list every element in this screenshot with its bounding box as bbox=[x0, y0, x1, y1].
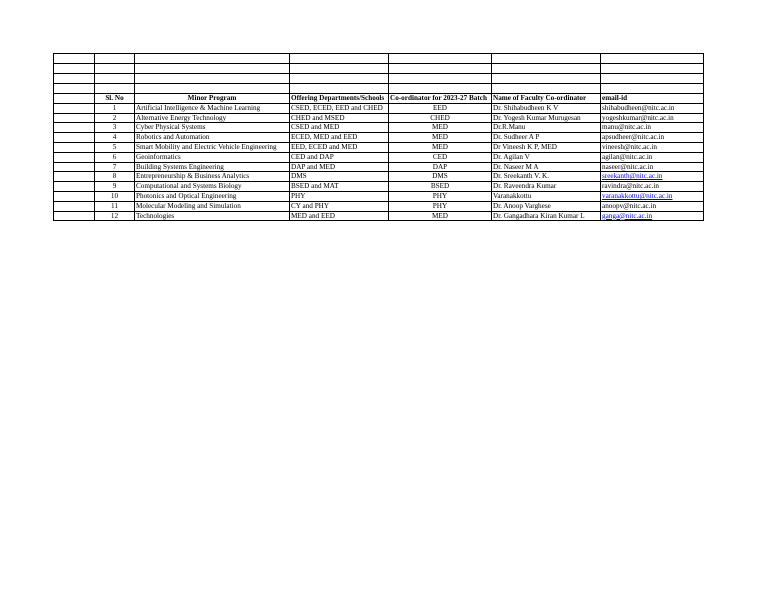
empty-cell[interactable] bbox=[290, 74, 389, 84]
empty-cell[interactable] bbox=[389, 84, 492, 94]
blank-row bbox=[54, 64, 704, 74]
cell-offering-departments[interactable]: CSED, ECED, EED and CHED bbox=[290, 103, 389, 113]
cell-coordinator-batch[interactable]: MED bbox=[389, 142, 492, 152]
cell-sl-no[interactable]: 1 bbox=[95, 103, 135, 113]
empty-cell[interactable] bbox=[389, 64, 492, 74]
cell-coordinator-batch[interactable]: MED bbox=[389, 133, 492, 143]
cell-offering-departments[interactable]: DMS bbox=[290, 172, 389, 182]
cell-offering-departments[interactable]: CED and DAP bbox=[290, 152, 389, 162]
table-row bbox=[54, 123, 704, 133]
empty-cell[interactable] bbox=[54, 172, 95, 182]
email-link[interactable]: ganga@nitc.ac.in bbox=[602, 211, 653, 220]
empty-cell[interactable] bbox=[135, 64, 290, 74]
cell-minor-program[interactable]: Entrepreneurship & Business Analytics bbox=[135, 172, 290, 182]
empty-cell[interactable] bbox=[135, 54, 290, 64]
empty-cell[interactable] bbox=[54, 152, 95, 162]
table-row bbox=[54, 162, 704, 172]
cell-email[interactable]: ravindra@nitc.ac.in bbox=[601, 182, 704, 192]
empty-cell[interactable] bbox=[492, 64, 601, 74]
cell-faculty-coordinator[interactable]: Dr.R.Manu bbox=[492, 123, 601, 133]
empty-cell[interactable] bbox=[54, 103, 95, 113]
cell-offering-departments[interactable]: BSED and MAT bbox=[290, 182, 389, 192]
table-row bbox=[54, 103, 704, 113]
cell-sl-no[interactable]: 6 bbox=[95, 152, 135, 162]
cell-minor-program[interactable]: Smart Mobility and Electric Vehicle Engineering bbox=[135, 142, 290, 152]
cell-sl-no[interactable]: 7 bbox=[95, 162, 135, 172]
cell-sl-no[interactable]: 11 bbox=[95, 201, 135, 211]
cell-offering-departments[interactable]: PHY bbox=[290, 191, 389, 201]
empty-cell[interactable] bbox=[601, 54, 704, 64]
empty-cell[interactable] bbox=[290, 64, 389, 74]
table-row bbox=[54, 172, 704, 182]
empty-cell[interactable] bbox=[54, 94, 95, 104]
header-offering-departments[interactable]: Offering Departments/Schools bbox=[290, 94, 389, 104]
table-row bbox=[54, 142, 704, 152]
spreadsheet-table bbox=[53, 53, 704, 221]
cell-offering-departments[interactable]: EED, ECED and MED bbox=[290, 142, 389, 152]
cell-email[interactable]: anoopv@nitc.ac.in bbox=[601, 201, 704, 211]
empty-cell[interactable] bbox=[601, 64, 704, 74]
cell-faculty-coordinator[interactable]: Dr. Anoop Varghese bbox=[492, 201, 601, 211]
header-email[interactable]: email-id bbox=[601, 94, 704, 104]
cell-sl-no[interactable]: 10 bbox=[95, 191, 135, 201]
empty-cell[interactable] bbox=[54, 54, 95, 64]
cell-offering-departments[interactable]: MED and EED bbox=[290, 211, 389, 221]
cell-minor-program[interactable]: Technologies bbox=[135, 211, 290, 221]
empty-cell[interactable] bbox=[54, 84, 95, 94]
cell-coordinator-batch[interactable]: DAP bbox=[389, 162, 492, 172]
empty-cell[interactable] bbox=[54, 211, 95, 221]
email-link[interactable]: sreekanth@nitc.ac.in bbox=[602, 172, 663, 181]
header-sl-no[interactable]: Sl. No bbox=[95, 94, 135, 104]
cell-offering-departments[interactable]: DAP and MED bbox=[290, 162, 389, 172]
empty-cell[interactable] bbox=[54, 74, 95, 84]
cell-offering-departments[interactable]: CSED and MED bbox=[290, 123, 389, 133]
cell-minor-program[interactable]: Building Systems Engineering bbox=[135, 162, 290, 172]
table-row bbox=[54, 133, 704, 143]
empty-cell[interactable] bbox=[95, 64, 135, 74]
empty-cell[interactable] bbox=[492, 74, 601, 84]
header-faculty-coordinator[interactable]: Name of Faculty Co-ordinator bbox=[492, 94, 601, 104]
cell-email[interactable]: manu@nitc.ac.in bbox=[601, 123, 704, 133]
cell-email[interactable] bbox=[601, 191, 704, 201]
blank-row bbox=[54, 84, 704, 94]
empty-cell[interactable] bbox=[492, 84, 601, 94]
empty-cell[interactable] bbox=[54, 191, 95, 201]
cell-faculty-coordinator[interactable]: Dr. Sudheer A P bbox=[492, 133, 601, 143]
header-coordinator-batch[interactable]: Co-ordinator for 2023-27 Batch bbox=[389, 94, 492, 104]
empty-cell[interactable] bbox=[54, 113, 95, 123]
empty-cell[interactable] bbox=[54, 182, 95, 192]
cell-minor-program[interactable]: Cyber Physical Systems bbox=[135, 123, 290, 133]
cell-sl-no[interactable]: 8 bbox=[95, 172, 135, 182]
cell-sl-no[interactable]: 5 bbox=[95, 142, 135, 152]
cell-offering-departments[interactable]: CHED and MSED bbox=[290, 113, 389, 123]
cell-minor-program[interactable]: Robotics and Automation bbox=[135, 133, 290, 143]
empty-cell[interactable] bbox=[135, 74, 290, 84]
empty-cell[interactable] bbox=[95, 74, 135, 84]
cell-faculty-coordinator[interactable]: Dr. Shihabudheen K V bbox=[492, 103, 601, 113]
empty-cell[interactable] bbox=[389, 74, 492, 84]
cell-faculty-coordinator[interactable]: Dr. Agilan V bbox=[492, 152, 601, 162]
cell-minor-program[interactable]: Alternative Energy Technology bbox=[135, 113, 290, 123]
cell-email[interactable]: naseer@nitc.ac.in bbox=[601, 162, 704, 172]
cell-offering-departments[interactable]: CY and PHY bbox=[290, 201, 389, 211]
cell-minor-program[interactable]: Geoinformatics bbox=[135, 152, 290, 162]
table-row bbox=[54, 191, 704, 201]
cell-email[interactable]: vineesh@nitc.ac.in bbox=[601, 142, 704, 152]
blank-row bbox=[54, 74, 704, 84]
empty-cell[interactable] bbox=[290, 54, 389, 64]
blank-row bbox=[54, 54, 704, 64]
header-row bbox=[54, 94, 704, 104]
cell-sl-no[interactable]: 4 bbox=[95, 133, 135, 143]
table-row bbox=[54, 201, 704, 211]
empty-cell[interactable] bbox=[492, 54, 601, 64]
cell-coordinator-batch[interactable]: CHED bbox=[389, 113, 492, 123]
cell-sl-no[interactable]: 9 bbox=[95, 182, 135, 192]
empty-cell[interactable] bbox=[54, 123, 95, 133]
empty-cell[interactable] bbox=[601, 84, 704, 94]
empty-cell[interactable] bbox=[54, 133, 95, 143]
cell-email[interactable]: yogeshkumar@nitc.ac.in bbox=[601, 113, 704, 123]
cell-coordinator-batch[interactable]: BSED bbox=[389, 182, 492, 192]
empty-cell[interactable] bbox=[54, 201, 95, 211]
table-row bbox=[54, 113, 704, 123]
email-link[interactable]: varanakkottu@nitc.ac.in bbox=[602, 191, 673, 200]
cell-sl-no[interactable]: 12 bbox=[95, 211, 135, 221]
cell-email[interactable] bbox=[601, 172, 704, 182]
empty-cell[interactable] bbox=[95, 84, 135, 94]
cell-coordinator-batch[interactable]: CED bbox=[389, 152, 492, 162]
empty-cell[interactable] bbox=[54, 64, 95, 74]
cell-faculty-coordinator[interactable]: Varanakkottu bbox=[492, 191, 601, 201]
cell-offering-departments[interactable]: ECED, MED and EED bbox=[290, 133, 389, 143]
cell-faculty-coordinator[interactable]: Dr Vineesh K P, MED bbox=[492, 142, 601, 152]
cell-minor-program[interactable]: Molecular Modeling and Simulation bbox=[135, 201, 290, 211]
cell-minor-program[interactable]: Photonics and Optical Engineering bbox=[135, 191, 290, 201]
cell-faculty-coordinator[interactable]: Dr. Naseer M A bbox=[492, 162, 601, 172]
cell-coordinator-batch[interactable]: MED bbox=[389, 211, 492, 221]
table-row bbox=[54, 182, 704, 192]
cell-coordinator-batch[interactable]: MED bbox=[389, 123, 492, 133]
cell-faculty-coordinator[interactable]: Dr. Gangadhara Kiran Kumar L bbox=[492, 211, 601, 221]
empty-cell[interactable] bbox=[601, 74, 704, 84]
cell-email[interactable]: agilan@nitc.ac.in bbox=[601, 152, 704, 162]
cell-coordinator-batch[interactable]: DMS bbox=[389, 172, 492, 182]
header-minor-program[interactable]: Minor Program bbox=[135, 94, 290, 104]
table-row bbox=[54, 211, 704, 221]
cell-faculty-coordinator[interactable]: Dr. Raveendra Kumar bbox=[492, 182, 601, 192]
cell-minor-program[interactable]: Computational and Systems Biology bbox=[135, 182, 290, 192]
cell-email[interactable]: apsudheer@nitc.ac.in bbox=[601, 133, 704, 143]
empty-cell[interactable] bbox=[135, 84, 290, 94]
empty-cell[interactable] bbox=[389, 54, 492, 64]
empty-cell[interactable] bbox=[54, 142, 95, 152]
cell-faculty-coordinator[interactable]: Dr. Yogesh Kumar Murugesan bbox=[492, 113, 601, 123]
empty-cell[interactable] bbox=[54, 162, 95, 172]
cell-email[interactable]: shihabudheen@nitc.ac.in bbox=[601, 103, 704, 113]
empty-cell[interactable] bbox=[290, 84, 389, 94]
cell-faculty-coordinator[interactable]: Dr. Sreekanth V. K. bbox=[492, 172, 601, 182]
cell-sl-no[interactable]: 3 bbox=[95, 123, 135, 133]
cell-email[interactable] bbox=[601, 211, 704, 221]
table-row bbox=[54, 152, 704, 162]
cell-sl-no[interactable]: 2 bbox=[95, 113, 135, 123]
cell-coordinator-batch[interactable]: PHY bbox=[389, 201, 492, 211]
cell-coordinator-batch[interactable]: EED bbox=[389, 103, 492, 113]
cell-coordinator-batch[interactable]: PHY bbox=[389, 191, 492, 201]
empty-cell[interactable] bbox=[95, 54, 135, 64]
cell-minor-program[interactable]: Artificial Intelligence & Machine Learning bbox=[135, 103, 290, 113]
